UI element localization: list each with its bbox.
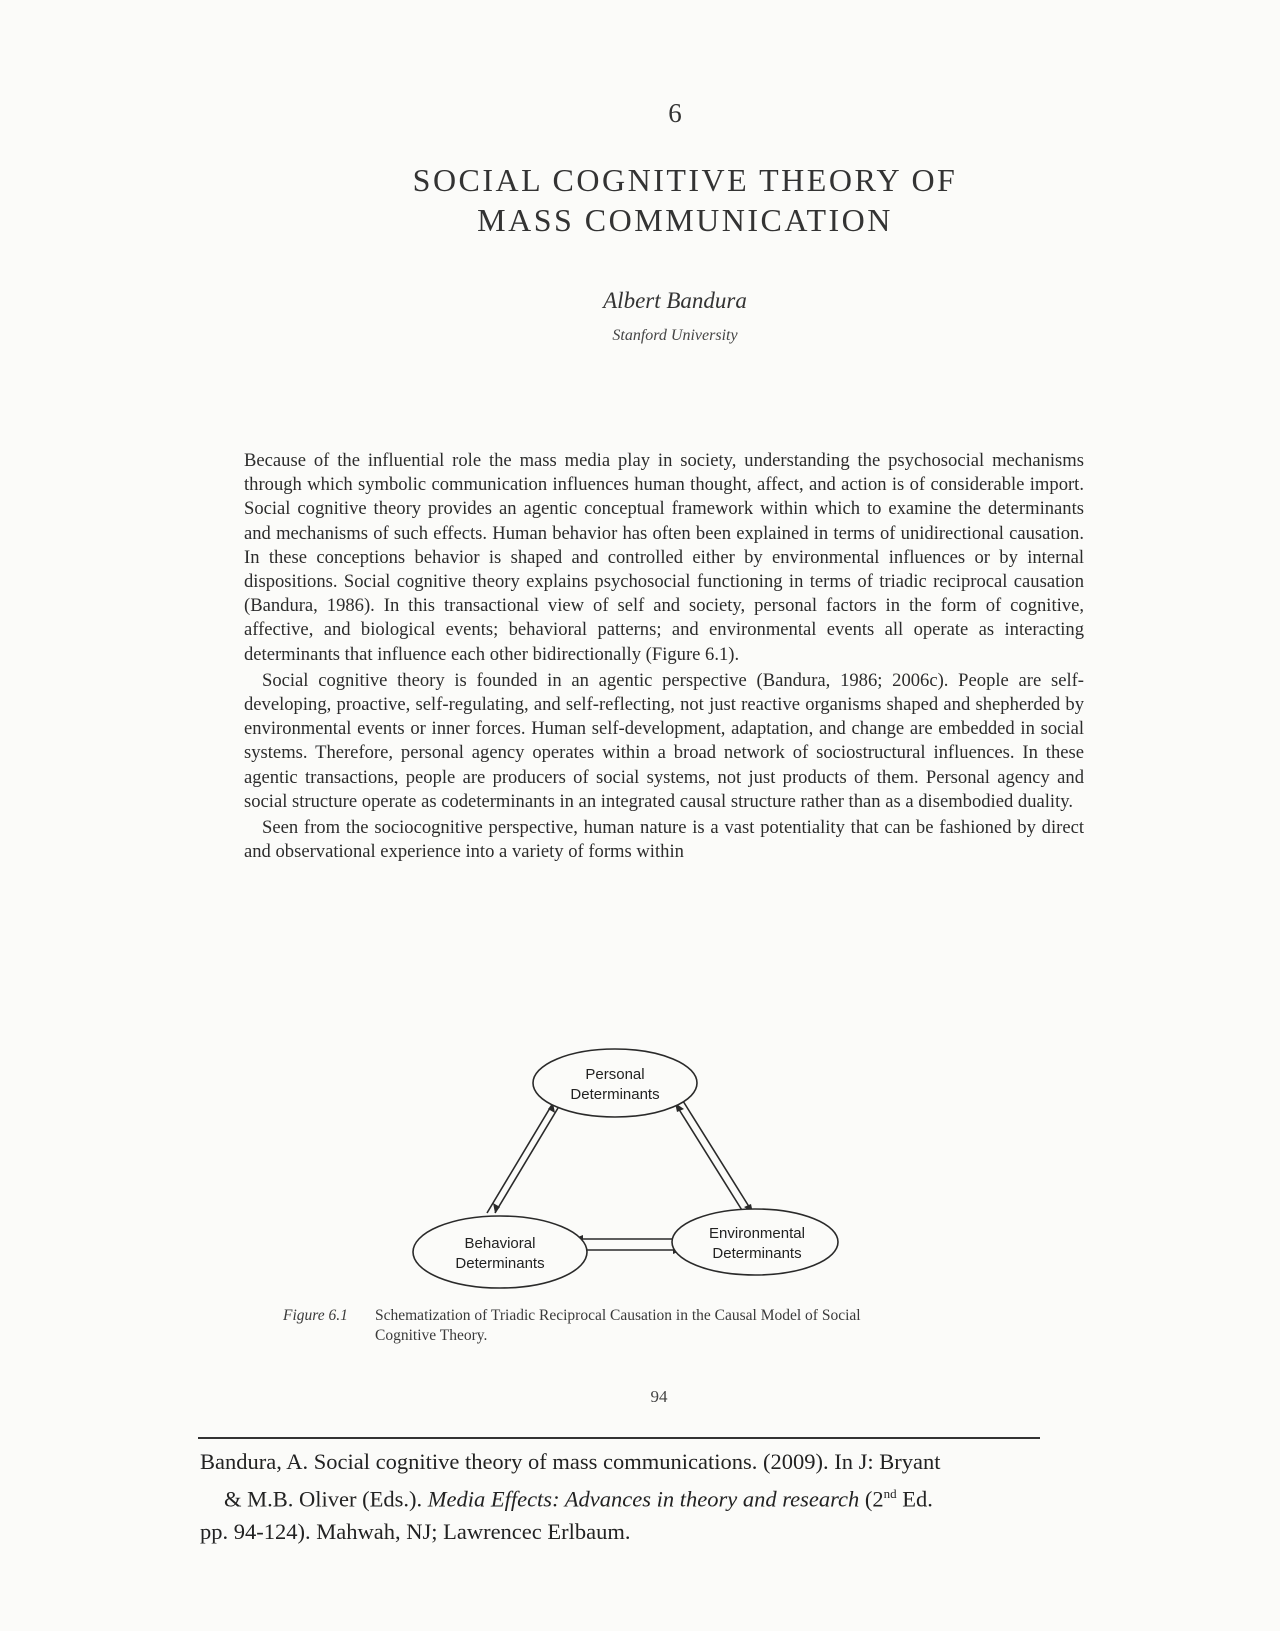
chapter-title-line-2: MASS COMMUNICATION (477, 202, 893, 238)
chapter-number: 6 (668, 98, 682, 128)
paragraph-2: Social cognitive theory is founded in an agentic perspective (Bandura, 1986; 2006c). People are self-developing, proactive, self-regulating, and self-reflecting, not just reactive organisms shaped and shepherded by environmental events or inner forces. Human self-development, adaptation, and change are embedded in social systems. Therefore, personal agency operates within a broad network of sociostructural influences. In these agentic transactions, people are producers of social systems, not just products of them. Personal agency and social structure operate as codeterminants in an integrated causal structure rather than as a disembodied duality. (244, 669, 1084, 812)
page-number: 94 (650, 1387, 668, 1406)
citation-editors: & M.B. Oliver (Eds.). (224, 1486, 423, 1512)
citation-line-2 (200, 1478, 1060, 1516)
figure-label: Figure 6.1 (283, 1307, 348, 1324)
arrow-behavioral-to-personal (487, 1103, 553, 1213)
environmental-label-line-2: Determinants (712, 1245, 802, 1262)
arrow-environmental-to-personal (683, 1101, 753, 1213)
paragraph-1: Because of the influential role the mass media play in society, understanding the psychosocial mechanisms through which symbolic communication influences human thought, affect, and action is of considerable import. Social cognitive theory provides an agentic conceptual framework within which to examine the determinants and mechanisms of such effects. Human behavior has often been explained in terms of unidirectional causation. In these conceptions behavior is shaped and controlled either by environmental influences or by internal dispositions. Social cognitive theory explains psychosocial functioning in terms of triadic reciprocal causation (Bandura, 1986). In this transactional view of self and society, personal factors in the form of cognitive, affective, and biological events; behavioral patterns; and environmental events all operate as interacting determinants that influence each other bidirectionally (Figure 6.1). (244, 450, 1084, 665)
citation-edition-sup: nd (883, 1486, 897, 1501)
behavioral-label-line-2: Determinants (455, 1255, 545, 1272)
author-name: Albert Bandura (603, 288, 747, 313)
node-environmental-determinants (672, 1209, 838, 1275)
author-affiliation: Stanford University (612, 327, 738, 344)
citation-edition: (2 (864, 1486, 884, 1512)
arrow-personal-to-behavioral (495, 1103, 561, 1213)
environmental-label-line-1: Environmental (709, 1225, 805, 1242)
chapter-title (300, 160, 1070, 240)
personal-label-line-2: Determinants (570, 1086, 660, 1103)
arrow-personal-to-environmental (675, 1103, 745, 1215)
personal-label-line-1: Personal (585, 1066, 645, 1083)
body-text (244, 449, 1084, 864)
behavioral-label-line-1: Behavioral (464, 1235, 536, 1252)
paragraph-3: Seen from the sociocognitive perspective, human nature is a vast potentiality that can be fashioned by direct and observational experience into a variety of forms within (244, 817, 1084, 863)
citation-edition-suffix: Ed. (902, 1486, 933, 1512)
figure-caption-line-1: Schematization of Triadic Reciprocal Causation in the Causal Model of Social (375, 1307, 861, 1324)
triadic-causation-diagram (405, 1043, 845, 1305)
citation-block (200, 1446, 1060, 1548)
citation-book-title: Media Effects: Advances in theory and research (427, 1486, 860, 1512)
citation-line-3: pp. 94-124). Mahwah, NJ; Lawrencec Erlbaum. (200, 1518, 631, 1544)
chapter-title-line-1: SOCIAL COGNITIVE THEORY OF (412, 162, 958, 198)
figure-caption-line-2: Cognitive Theory. (375, 1327, 488, 1344)
node-personal-determinants (533, 1049, 697, 1117)
node-behavioral-determinants (413, 1216, 587, 1288)
figure-caption (283, 1306, 1083, 1346)
citation-line-1: Bandura, A. Social cognitive theory of mass communications. (2009). In J: Bryant (200, 1449, 941, 1474)
citation-divider (198, 1437, 1040, 1439)
